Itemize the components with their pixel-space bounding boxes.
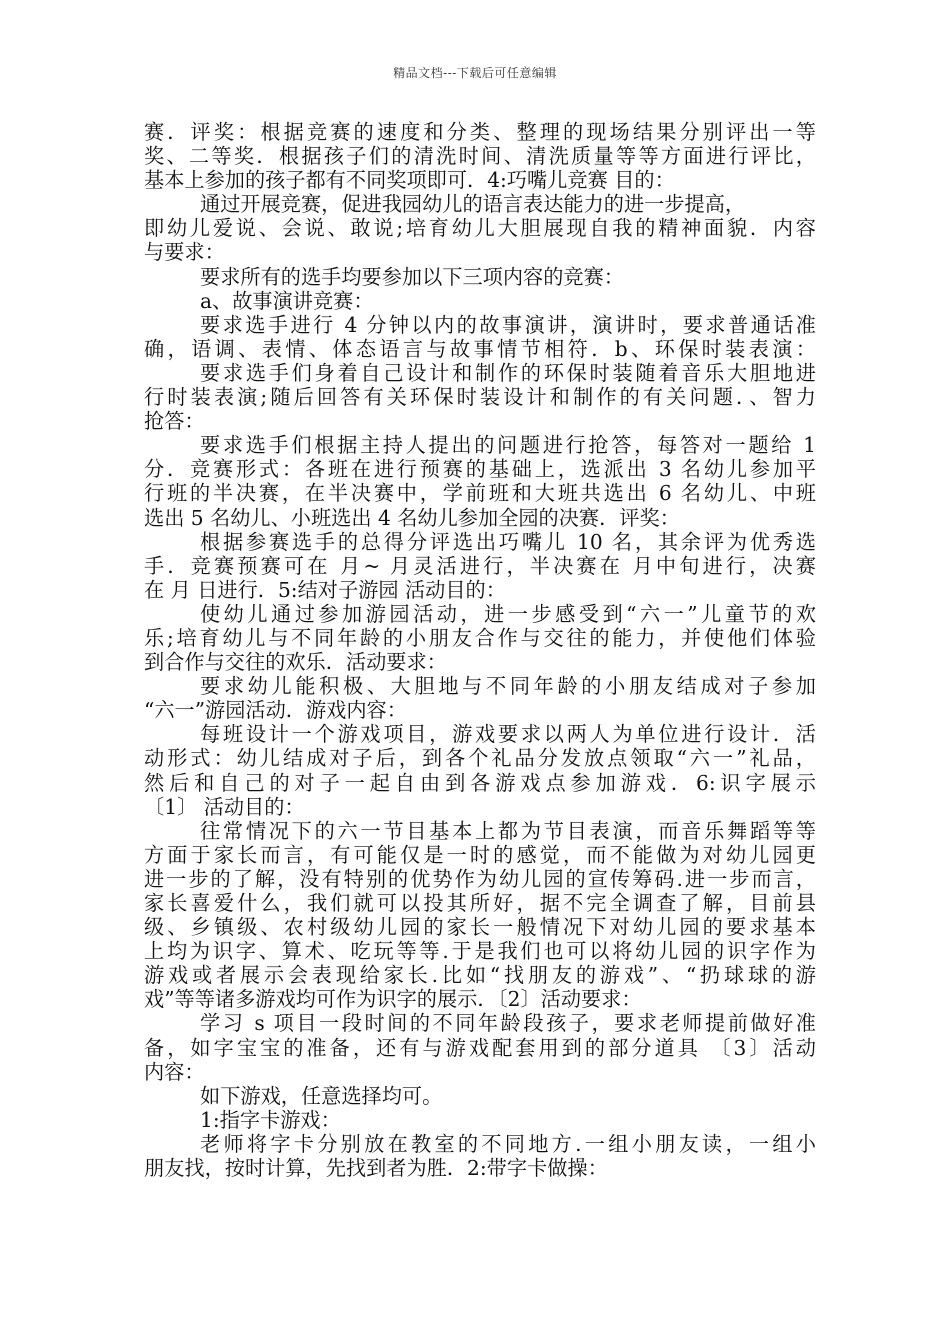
text-line: 要求选手们身着自己设计和制作的环保时装随着音乐大胆地进 — [200, 360, 816, 385]
text-line: 奖、二等奖．根据孩子们的清洗时间、清洗质量等等方面进行评比， — [144, 144, 816, 169]
text-line: 往常情况下的六一节目基本上都为节目表演，而音乐舞蹈等等 — [200, 818, 816, 843]
text-line: 游戏或者展示会表现给家长.比如“找朋友的游戏”、“扔球球的游 — [144, 963, 816, 988]
text-line: 使幼儿通过参加游园活动，进一步感受到“六一”儿童节的欢 — [200, 601, 816, 626]
text-line: 赛．评奖：根据竞赛的速度和分类、整理的现场结果分别评出一等 — [144, 120, 816, 144]
text-line: 选出 5 名幼儿、小班选出 4 名幼儿参加全园的决赛．评奖： — [144, 505, 680, 530]
text-line: 与要求： — [144, 240, 225, 265]
text-line: 进一步的了解，没有特别的优势作为幼儿园的宣传筹码.进一步而言， — [144, 866, 816, 891]
text-line: 动形式：幼儿结成对子后，到各个礼品分发放点领取“六一”礼品， — [144, 746, 816, 771]
text-line: a、故事演讲竞赛： — [200, 288, 374, 313]
text-line: 基本上参加的孩子都有不同奖项即可．4:巧嘴儿竞赛 目的： — [144, 168, 675, 193]
text-line: 级、乡镇级、农村级幼儿园的家长一般情况下对幼儿园的要求基本 — [144, 915, 816, 940]
text-line: 行时装表演;随后回答有关环保时装设计和制作的有关问题．、智力 — [144, 385, 816, 410]
text-line: 根据参赛选手的总得分评选出巧嘴儿 10 名，其余评为优秀选 — [200, 529, 816, 554]
text-line: 如下游戏，任意选择均可。 — [200, 1083, 443, 1108]
text-line: 分．竞赛形式：各班在进行预赛的基础上，选派出 3 名幼儿参加平 — [144, 457, 816, 482]
text-line: 老师将字卡分别放在教室的不同地方.一组小朋友读，一组小 — [200, 1131, 816, 1156]
text-line: 行班的半决赛，在半决赛中，学前班和大班共选出 6 名幼儿、中班 — [144, 481, 816, 506]
text-line: 学习 s 项目一段时间的不同年龄段孩子，要求老师提前做好准 — [200, 1011, 816, 1036]
text-line: 要求选手们根据主持人提出的问题进行抢答，每答对一题给 1 — [200, 433, 816, 458]
text-line: 〔1〕 活动目的： — [144, 794, 305, 819]
text-line: 在 月 日进行．5:结对子游园 活动目的： — [144, 577, 506, 602]
text-line: 手．竞赛预赛可在 月~ 月灵活进行，半决赛在 月中旬进行，决赛 — [144, 553, 816, 578]
text-line: 朋友找，按时计算，先找到者为胜．2:带字卡做操： — [144, 1156, 608, 1181]
text-line: 通过开展竞赛，促进我园幼儿的语言表达能力的进一步提高， — [200, 192, 746, 217]
text-line: “六一”游园活动．游戏内容： — [144, 698, 407, 723]
text-line: 每班设计一个游戏项目，游戏要求以两人为单位进行设计．活 — [200, 722, 816, 747]
text-line: 备，如字宝宝的准备，还有与游戏配套用到的部分道具 〔3〕活动 — [144, 1035, 816, 1060]
text-line: 即幼儿爱说、会说、敢说;培育幼儿大胆展现自我的精神面貌．内容 — [144, 216, 816, 241]
text-line: 要求选手进行 4 分钟以内的故事演讲，演讲时，要求普通话准 — [200, 312, 816, 337]
text-line: 确，语调、表情、体态语言与故事情节相符．b、环保时装表演： — [144, 336, 816, 361]
text-line: 然后和自己的对子一起自由到各游戏点参加游戏．6:识字展示 — [144, 770, 816, 795]
text-line: 1:指字卡游戏： — [200, 1107, 341, 1132]
text-line: 抢答： — [144, 409, 205, 434]
text-line: 乐;培育幼儿与不同年龄的小朋友合作与交往的能力，并使他们体验 — [144, 625, 816, 650]
text-line: 要求所有的选手均要参加以下三项内容的竞赛： — [200, 264, 624, 289]
text-line: 上均为识字、算术、吃玩等等.于是我们也可以将幼儿园的识字作为 — [144, 939, 816, 964]
text-line: 要求幼儿能积极、大胆地与不同年龄的小朋友结成对子参加 — [200, 674, 816, 699]
text-line: 戏”等等诸多游戏均可作为识字的展示．〔2〕活动要求： — [144, 987, 642, 1012]
document-body — [144, 120, 816, 1180]
text-line: 到合作与交往的欢乐．活动要求： — [144, 650, 447, 675]
text-line: 家长喜爱什么，我们就可以投其所好，据不完全调查了解，目前县 — [144, 891, 816, 915]
page-header: 精品文档---下载后可任意编辑 — [393, 66, 557, 80]
text-line: 方面于家长而言，有可能仅是一时的感觉，而不能做为对幼儿园更 — [144, 842, 816, 867]
text-line: 内容： — [144, 1059, 205, 1084]
